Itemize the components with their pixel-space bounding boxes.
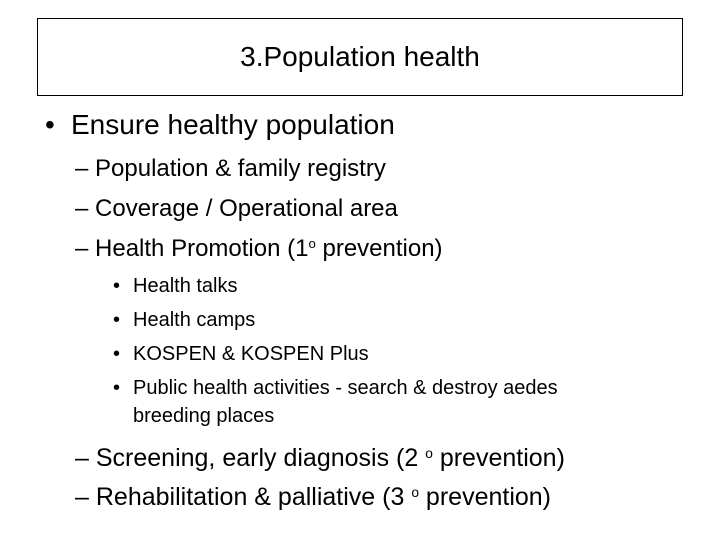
bullet-marker: • [113,377,121,399]
bullet-marker: • [113,309,121,331]
slide-title-box [37,18,683,96]
sub-item-text: Population & family registry [95,155,386,182]
main-bullet-text: Ensure healthy population [71,109,395,140]
bullet-marker: • [45,109,55,140]
dash-marker: – [75,444,89,472]
dash-marker: – [75,483,89,511]
superscript-o: o [425,445,433,461]
bullet-marker: • [113,343,121,365]
sub-item-text-after: prevention) [315,235,443,262]
sub-item-text: Coverage / Operational area [95,195,398,222]
sub-item-population-registry [75,155,386,183]
sub-sub-item-text: Health talks [133,275,238,297]
sub-item-coverage [75,195,398,223]
sub-item-health-promotion [75,235,443,263]
main-bullet-item [45,109,395,141]
sub-item-text-after: prevention) [432,444,565,472]
sub-item-text-before: Rehabilitation & palliative (3 [95,483,412,511]
dash-marker: – [75,235,89,262]
sub-item-text-before: Screening, early diagnosis (2 [95,444,426,472]
sub-item-screening [75,444,565,473]
superscript-o: o [308,236,316,252]
dash-marker: – [75,155,89,182]
sub-sub-item-text-cont: breeding places [133,405,275,427]
sub-sub-item-text: KOSPEN & KOSPEN Plus [133,343,369,365]
superscript-o: o [411,484,419,500]
sub-sub-item-text: Health camps [133,309,256,331]
sub-item-text-before: Health Promotion (1 [95,235,309,262]
sub-item-rehabilitation [75,483,551,512]
sub-sub-item-text: Public health activities - search & destroy aedes [133,377,558,399]
slide-title: 3.Population health [240,41,480,72]
sub-item-text-after: prevention) [418,483,552,511]
dash-marker: – [75,195,89,222]
bullet-marker: • [113,275,121,297]
